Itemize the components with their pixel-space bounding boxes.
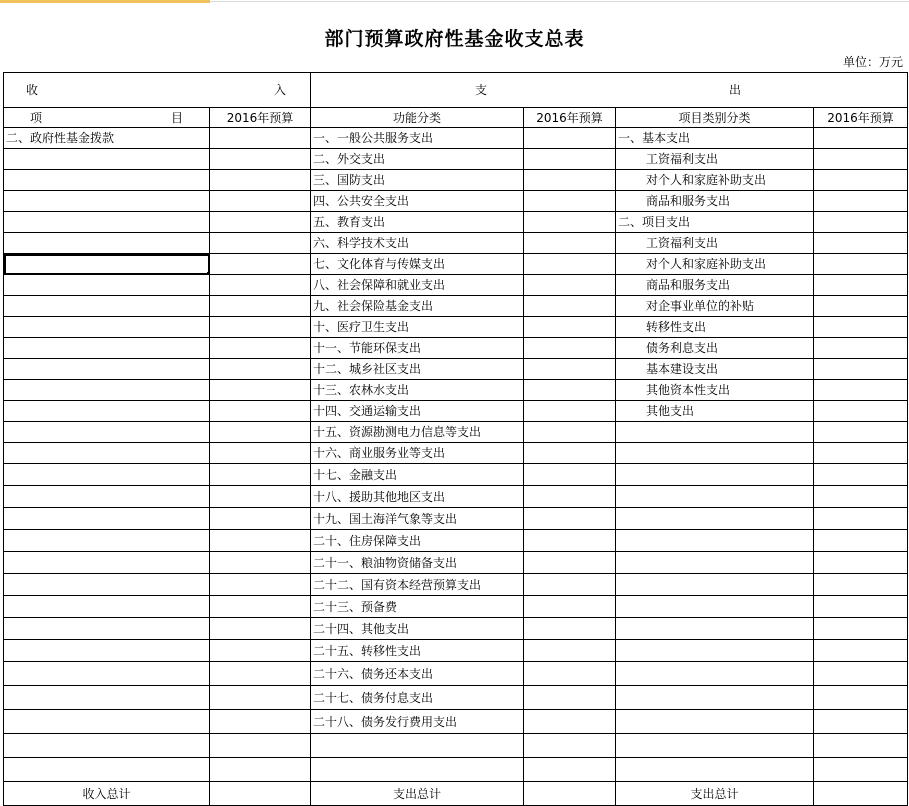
function-cell[interactable]: 三、国防支出 (311, 170, 524, 191)
table-row (4, 275, 908, 296)
econ-cell[interactable] (616, 552, 814, 574)
income-budget-cell[interactable] (210, 710, 311, 734)
income-budget-cell[interactable] (210, 464, 311, 486)
econ-budget-cell[interactable] (814, 662, 908, 686)
function-budget-cell[interactable] (524, 338, 616, 359)
function-budget-cell[interactable] (524, 380, 616, 401)
econ-cell[interactable] (616, 443, 814, 464)
econ-cell[interactable] (616, 596, 814, 618)
function-budget-cell[interactable] (524, 296, 616, 317)
income-item-cell[interactable] (4, 401, 210, 422)
table-row (4, 422, 908, 443)
function-cell[interactable]: 二十六、债务还本支出 (311, 662, 524, 686)
table-row (4, 530, 908, 552)
function-cell[interactable]: 十二、城乡社区支出 (311, 359, 524, 380)
function-cell[interactable]: 十一、节能环保支出 (311, 338, 524, 359)
income-budget-cell[interactable] (210, 734, 311, 758)
econ-budget-cell[interactable] (814, 422, 908, 443)
econ-budget-cell[interactable] (814, 686, 908, 710)
function-budget-cell[interactable] (524, 464, 616, 486)
function-budget-cell[interactable] (524, 128, 616, 149)
income-item-cell[interactable] (4, 686, 210, 710)
income-budget-cell[interactable] (210, 422, 311, 443)
econ-budget-cell[interactable] (814, 710, 908, 734)
income-item-cell[interactable] (4, 233, 210, 254)
table-row (4, 380, 908, 401)
table-row (4, 170, 908, 191)
function-cell[interactable]: 十七、金融支出 (311, 464, 524, 486)
table-row (4, 317, 908, 338)
income-item-cell[interactable] (4, 530, 210, 552)
econ-cell[interactable] (616, 508, 814, 530)
income-budget-cell[interactable] (210, 443, 311, 464)
econ-cell[interactable]: 其他支出 (616, 401, 814, 422)
income-budget-cell[interactable] (210, 128, 311, 149)
income-budget-cell[interactable] (210, 317, 311, 338)
function-cell[interactable] (311, 758, 524, 782)
function-budget-cell[interactable] (524, 212, 616, 233)
income-budget-cell[interactable] (210, 618, 311, 640)
econ-cell[interactable]: 商品和服务支出 (616, 275, 814, 296)
table-row (4, 686, 908, 710)
income-budget-cell[interactable] (210, 530, 311, 552)
income-budget-cell[interactable] (210, 552, 311, 574)
function-cell[interactable]: 十八、援助其他地区支出 (311, 486, 524, 508)
function-cell[interactable]: 十五、资源勘测电力信息等支出 (311, 422, 524, 443)
econ-budget-cell[interactable] (814, 734, 908, 758)
income-item-cell[interactable] (4, 574, 210, 596)
econ-cell[interactable]: 债务利息支出 (616, 338, 814, 359)
function-cell[interactable]: 十三、农林水支出 (311, 380, 524, 401)
function-cell[interactable]: 十九、国土海洋气象等支出 (311, 508, 524, 530)
income-item-cell[interactable] (4, 596, 210, 618)
income-item-cell[interactable] (4, 640, 210, 662)
function-cell[interactable]: 九、社会保险基金支出 (311, 296, 524, 317)
function-budget-cell[interactable] (524, 422, 616, 443)
function-cell[interactable]: 十、医疗卫生支出 (311, 317, 524, 338)
table-row (4, 574, 908, 596)
econ-cell[interactable]: 转移性支出 (616, 317, 814, 338)
table-row (4, 464, 908, 486)
econ-cell[interactable]: 商品和服务支出 (616, 191, 814, 212)
function-cell[interactable]: 二十二、国有资本经营预算支出 (311, 574, 524, 596)
econ-budget-cell[interactable] (814, 149, 908, 170)
table-row (4, 508, 908, 530)
table-row (4, 710, 908, 734)
econ-cell[interactable]: 基本建设支出 (616, 359, 814, 380)
econ-budget-cell[interactable] (814, 296, 908, 317)
income-item-cell[interactable] (4, 212, 210, 233)
function-budget-cell[interactable] (524, 596, 616, 618)
income-budget-cell[interactable] (210, 275, 311, 296)
function-budget-cell[interactable] (524, 618, 616, 640)
function-budget-cell[interactable] (524, 443, 616, 464)
function-cell[interactable]: 二十四、其他支出 (311, 618, 524, 640)
function-cell[interactable]: 二十七、债务付息支出 (311, 686, 524, 710)
income-item-cell[interactable] (4, 191, 210, 212)
econ-budget-cell[interactable] (814, 191, 908, 212)
unit-label: 单位：万元 (842, 55, 903, 69)
function-cell[interactable]: 五、教育支出 (311, 212, 524, 233)
income-item-cell[interactable] (4, 275, 210, 296)
next-row-strip (0, 800, 909, 804)
econ-cell[interactable] (616, 422, 814, 443)
active-sheet-accent (0, 0, 210, 3)
econ-budget-cell[interactable] (814, 128, 908, 149)
econ-budget-cell[interactable] (814, 508, 908, 530)
expense-group-header[interactable]: 支 出 (311, 73, 908, 108)
function-budget-cell[interactable] (524, 170, 616, 191)
income-item-cell[interactable] (4, 662, 210, 686)
econ-cell[interactable] (616, 486, 814, 508)
col-header-item[interactable]: 项 目 (4, 108, 210, 128)
function-budget-cell[interactable] (524, 530, 616, 552)
econ-cell[interactable] (616, 618, 814, 640)
function-budget-cell[interactable] (524, 710, 616, 734)
function-budget-cell[interactable] (524, 734, 616, 758)
income-budget-cell[interactable] (210, 191, 311, 212)
function-cell[interactable]: 二、外交支出 (311, 149, 524, 170)
function-cell[interactable]: 四、公共安全支出 (311, 191, 524, 212)
income-item-cell[interactable] (4, 552, 210, 574)
table-row (4, 662, 908, 686)
function-budget-cell[interactable] (524, 662, 616, 686)
function-budget-cell[interactable] (524, 359, 616, 380)
function-cell[interactable]: 二十、住房保障支出 (311, 530, 524, 552)
income-budget-cell[interactable] (210, 686, 311, 710)
econ-budget-cell[interactable] (814, 530, 908, 552)
col-header-budget-econ[interactable]: 2016年预算 (814, 108, 908, 128)
income-item-cell[interactable] (4, 758, 210, 782)
income-budget-cell[interactable] (210, 212, 311, 233)
function-budget-cell[interactable] (524, 508, 616, 530)
table-row (4, 359, 908, 380)
table-row (4, 149, 908, 170)
econ-cell[interactable] (616, 530, 814, 552)
income-item-cell[interactable] (4, 254, 210, 275)
function-budget-cell[interactable] (524, 149, 616, 170)
table-row (4, 296, 908, 317)
income-budget-cell[interactable] (210, 758, 311, 782)
function-budget-cell[interactable] (524, 275, 616, 296)
expense-total-func-label[interactable]: 支出总计 (311, 782, 524, 806)
econ-cell[interactable] (616, 662, 814, 686)
econ-budget-cell[interactable] (814, 317, 908, 338)
income-budget-cell[interactable] (210, 170, 311, 191)
function-budget-cell[interactable] (524, 758, 616, 782)
econ-budget-cell[interactable] (814, 464, 908, 486)
function-cell[interactable]: 二十三、预备费 (311, 596, 524, 618)
function-cell[interactable]: 二十五、转移性支出 (311, 640, 524, 662)
income-total-label[interactable]: 收入总计 (4, 782, 210, 806)
table-row (4, 233, 908, 254)
function-budget-cell[interactable] (524, 552, 616, 574)
col-header-function[interactable]: 功能分类 (311, 108, 524, 128)
income-budget-cell[interactable] (210, 640, 311, 662)
income-budget-cell[interactable] (210, 338, 311, 359)
function-cell[interactable]: 二十一、粮油物资储备支出 (311, 552, 524, 574)
function-budget-cell[interactable] (524, 401, 616, 422)
income-budget-cell[interactable] (210, 401, 311, 422)
econ-budget-cell[interactable] (814, 338, 908, 359)
econ-cell[interactable]: 二、项目支出 (616, 212, 814, 233)
econ-budget-cell[interactable] (814, 170, 908, 191)
econ-budget-cell[interactable] (814, 254, 908, 275)
econ-cell[interactable]: 其他资本性支出 (616, 380, 814, 401)
income-budget-cell[interactable] (210, 254, 311, 275)
function-cell[interactable]: 十六、商业服务业等支出 (311, 443, 524, 464)
econ-cell[interactable]: 对企事业单位的补贴 (616, 296, 814, 317)
econ-budget-cell[interactable] (814, 275, 908, 296)
income-item-cell[interactable] (4, 710, 210, 734)
econ-cell[interactable]: 对个人和家庭补助支出 (616, 254, 814, 275)
econ-budget-cell[interactable] (814, 443, 908, 464)
function-budget-cell[interactable] (524, 486, 616, 508)
table-row (4, 443, 908, 464)
function-cell[interactable] (311, 734, 524, 758)
econ-cell[interactable]: 工资福利支出 (616, 149, 814, 170)
table-row (4, 486, 908, 508)
income-item-cell[interactable] (4, 380, 210, 401)
header-row-group (4, 73, 908, 108)
top-frame (0, 0, 909, 3)
econ-budget-cell[interactable] (814, 486, 908, 508)
econ-budget-cell[interactable] (814, 359, 908, 380)
econ-budget-cell[interactable] (814, 212, 908, 233)
econ-cell[interactable] (616, 734, 814, 758)
income-item-cell[interactable] (4, 296, 210, 317)
function-cell[interactable]: 六、科学技术支出 (311, 233, 524, 254)
table-row (4, 128, 908, 149)
function-budget-cell[interactable] (524, 686, 616, 710)
income-budget-cell[interactable] (210, 149, 311, 170)
function-cell[interactable]: 十四、交通运输支出 (311, 401, 524, 422)
income-item-cell[interactable] (4, 359, 210, 380)
expense-total-econ-label[interactable]: 支出总计 (616, 782, 814, 806)
econ-cell[interactable] (616, 758, 814, 782)
income-budget-cell[interactable] (210, 574, 311, 596)
econ-budget-cell[interactable] (814, 401, 908, 422)
econ-budget-cell[interactable] (814, 574, 908, 596)
col-header-budget-func[interactable]: 2016年预算 (524, 108, 616, 128)
header-row-columns (4, 108, 908, 128)
income-budget-cell[interactable] (210, 380, 311, 401)
function-budget-cell[interactable] (524, 191, 616, 212)
income-item-cell[interactable] (4, 443, 210, 464)
econ-budget-cell[interactable] (814, 618, 908, 640)
income-group-header[interactable]: 收 入 (4, 73, 311, 108)
econ-cell[interactable]: 工资福利支出 (616, 233, 814, 254)
table-row (4, 212, 908, 233)
income-item-cell[interactable] (4, 170, 210, 191)
income-budget-cell[interactable] (210, 359, 311, 380)
table-row (4, 640, 908, 662)
function-cell[interactable]: 八、社会保障和就业支出 (311, 275, 524, 296)
econ-budget-cell[interactable] (814, 596, 908, 618)
function-budget-cell[interactable] (524, 254, 616, 275)
table-row (4, 254, 908, 275)
income-budget-cell[interactable] (210, 596, 311, 618)
income-item-cell[interactable] (4, 508, 210, 530)
budget-table (3, 72, 908, 806)
income-budget-cell[interactable] (210, 233, 311, 254)
income-budget-cell[interactable] (210, 486, 311, 508)
income-item-cell[interactable] (4, 618, 210, 640)
table-row (4, 618, 908, 640)
econ-cell[interactable] (616, 640, 814, 662)
econ-cell[interactable] (616, 686, 814, 710)
income-item-cell[interactable] (4, 149, 210, 170)
income-budget-cell[interactable] (210, 508, 311, 530)
income-item-cell[interactable] (4, 464, 210, 486)
table-row (4, 191, 908, 212)
econ-budget-cell[interactable] (814, 233, 908, 254)
table-row (4, 338, 908, 359)
econ-cell[interactable] (616, 710, 814, 734)
function-cell[interactable]: 七、文化体育与传媒支出 (311, 254, 524, 275)
table-row (4, 401, 908, 422)
col-header-econ[interactable]: 项目类别分类 (616, 108, 814, 128)
income-item-cell[interactable] (4, 486, 210, 508)
income-item-cell[interactable] (4, 734, 210, 758)
table-row (4, 734, 908, 758)
econ-cell[interactable] (616, 574, 814, 596)
function-cell[interactable]: 二十八、债务发行费用支出 (311, 710, 524, 734)
econ-cell[interactable] (616, 464, 814, 486)
income-budget-cell[interactable] (210, 296, 311, 317)
function-budget-cell[interactable] (524, 574, 616, 596)
econ-cell[interactable]: 一、基本支出 (616, 128, 814, 149)
function-budget-cell[interactable] (524, 640, 616, 662)
income-item-cell[interactable] (4, 422, 210, 443)
function-budget-cell[interactable] (524, 233, 616, 254)
income-item-cell[interactable]: 二、政府性基金拨款 (4, 128, 210, 149)
econ-budget-cell[interactable] (814, 758, 908, 782)
function-budget-cell[interactable] (524, 317, 616, 338)
table-row (4, 552, 908, 574)
income-item-cell[interactable] (4, 338, 210, 359)
income-item-cell[interactable] (4, 317, 210, 338)
table-row (4, 596, 908, 618)
table-row (4, 758, 908, 782)
page-title: 部门预算政府性基金收支总表 (324, 28, 585, 50)
income-budget-cell[interactable] (210, 662, 311, 686)
frame-line (210, 1, 909, 2)
col-header-budget-income[interactable]: 2016年预算 (210, 108, 311, 128)
econ-budget-cell[interactable] (814, 552, 908, 574)
econ-cell[interactable]: 对个人和家庭补助支出 (616, 170, 814, 191)
econ-budget-cell[interactable] (814, 640, 908, 662)
function-cell[interactable]: 一、一般公共服务支出 (311, 128, 524, 149)
econ-budget-cell[interactable] (814, 380, 908, 401)
